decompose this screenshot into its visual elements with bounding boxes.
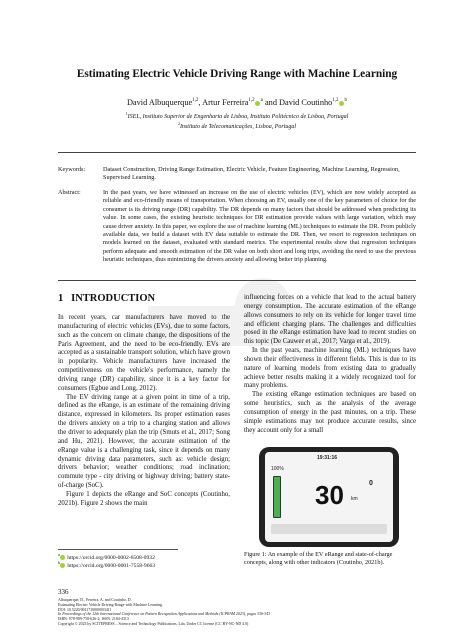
divider-top [58,152,416,153]
footnote-rule [58,549,178,550]
footer-line: Copyright © 2023 by SCITEPRESS – Science and Technology Publications, Lda. Under CC license (CC BY-NC-ND 4.0) [58,621,249,626]
battery-gauge [273,476,281,518]
figure-caption: Figure 1: An example of the EV eRange and state-of-charge concepts, along with other indicators (Coutinho, 2021b). [244,551,393,566]
left-column [58,314,230,509]
speed-value: 0 [369,480,373,487]
right-column [244,294,416,436]
author-conjunction: and [264,98,277,107]
orcid-footnote-b[interactable] [58,559,155,570]
section-title: INTRODUCTION [71,293,156,304]
orcid-icon [255,101,260,106]
paper-title: Estimating Electric Vehicle Driving Range with Machine Learning [76,68,398,80]
footer-line: DOI: 10.5220/0011710000003411 [58,607,112,612]
affiliation-text: Instituto de Telecomunicações, Lisboa, Portugal [179,124,297,130]
dashboard-time: 19:31:16 [317,455,338,461]
paragraph: In recent years, car manufacturers have moved to the manufacturing of electric vehicles (EVs), due to some factors, such as the concern on climate change, the dispositions of the Paris Agreement, and the need to be eco-friendly. EVs are accepted as a sustainable transport solution, which have grown in popularity. Vehicle manufacturers have increased the competitiveness on the vehicle's performance, namely the driving range (DR) capability, since it is a key factor for consumers (Egbue and Long, 2012). [58,314,230,392]
paragraph: influencing forces on a vehicle that lead to the actual battery energy consumption. The accurate estimation of the eRange allows consumers to rely on its vehicle for longer travel time and efficient charging plans. The challenges and difficulties posed in the eRange estimation have lead to recent studies on this topic (De Cauwer et al., 2017; Varga et al., 2019). [244,294,416,346]
affiliation-2 [0,121,474,130]
section-heading [58,293,155,304]
battery-gauge-fill [274,477,280,517]
paragraph: In the past years, machine learning (ML) techniques have shown their effectiveness in different fields. This is due to its nature of learning models from existing data to gradually achieve better results making it a widely recognized tool for many problems. [244,347,416,390]
author-2-affil: 1,2 [248,98,255,104]
paragraph: The existing eRange estimation techniques are based on some heuristics, such as the analysis of the average consumption of energy in the past minutes, on a trip. These simple estimations may not produce accurate results, since they account only for a small [244,391,416,434]
citation-footer [58,598,358,627]
erange-unit: km [351,496,358,502]
section-number: 1 [58,293,64,304]
orcid-link[interactable]: https://orcid.org/0000-0001-7558-9663 [67,562,156,569]
affiliation-mark: 2 [177,121,180,126]
affiliation-1 [0,111,474,120]
footer-line: ISBN: 978-989-758-626-2; ISSN: 2184-4313 [58,617,129,622]
footer-line: Albuquerque, D., Ferreira, A. and Coutinho, D. [58,598,132,602]
author-3-affil: 1,2 [332,98,339,104]
orcid-link[interactable]: https://orcid.org/0000-0002-6508-0932 [67,554,155,561]
footer-line: Estimating Electric Vehicle Driving Range with Machine Learning. [58,602,163,607]
footer-line: In Proceedings of the 12th International Conference on Pattern Recognition Applications and Methods (ICPRAM 2023), pages 336-343 [58,612,270,617]
page-number: 336 [58,588,69,596]
footnote-mark: b [58,560,60,565]
paragraph: The EV driving range at a given point in time of a trip, defined as the eRange, is an estimate of the remaining driving distance, expressed in kilometers. Its proper estimation eases the drivers anxiety on a trip to a charging station and allows the driver to adequately plan the trip (Smuts et al., 2017; Song and Hu, 2021). However, the accurate estimation of the eRange value is a challenging task, since it depends on many dynamic driving data parameters, such as: vehicle design; drivers behavior; weather conditions; road inclination; commute type - city driving or highway driving; battery state-of-charge (SoC). [58,393,230,490]
author-separator: , [198,98,201,107]
abstract-label: Abstract: [58,189,81,196]
author-1-affil: 1,2 [192,98,199,104]
keywords-label: Keywords: [58,166,86,173]
erange-value: 30 [315,480,344,510]
orcid-icon [339,101,344,106]
keywords-text: Dataset Construction, Driving Range Estimation, Electric Vehicle, Feature Engineering, Machine Learning, Regression, Supervised Learning. [103,166,400,182]
footnote-mark: a [58,552,60,557]
affiliation-mark: 1 [125,111,128,116]
author-1: David Albuquerque [126,98,193,107]
author-3: David Coutinho [279,98,333,107]
figure-dashboard-screen [265,452,393,542]
author-line [0,98,474,107]
dashboard-bottom-bar [271,524,387,534]
author-3-orcid-mark: b [344,98,348,104]
affiliation-text: ISEL, Instituto Superior de Engenharia de Lisboa, Instituto Politécnico de Lisboa, Portugal [127,114,349,120]
orcid-icon [60,563,65,568]
author-2: Artur Ferreira [202,98,249,107]
dashboard-battery-label: 100% [271,466,284,472]
author-2-orcid-mark: a [260,98,263,104]
paragraph: Figure 1 depicts the eRange and SoC concepts (Coutinho, 2021b). Figure 2 shows the main [58,490,230,507]
abstract-text: In the past years, we have witnessed an increase on the use of electric vehicles (EV), which are now widely accepted as reliable and eco-friendly means of transportation. When choosing an EV, usually one of the key parameters of choice for the consumer is its driving range (DR) capability. The DR depends on many factors that should be addressed when predicting its value. In some cases, the existing heuristic techniques for DR estimation provide values with large variation, which may cause driver anxiety. In this paper, we explore the use of machine learning (ML) techniques to estimate the DR. From publicly available data, we build a dataset with EV data suitable to estimate the DR. Then, we resort to regression techniques on models learned on the dataset, evaluated with standard metrics. The experimental results show that regression techniques perform adequate and smooth estimation of the DR value on both short and long trips, avoiding the need to use the previous heuristic techniques, thus minimizing the drivers anxiety and allowing better trip planning. [103,189,416,264]
